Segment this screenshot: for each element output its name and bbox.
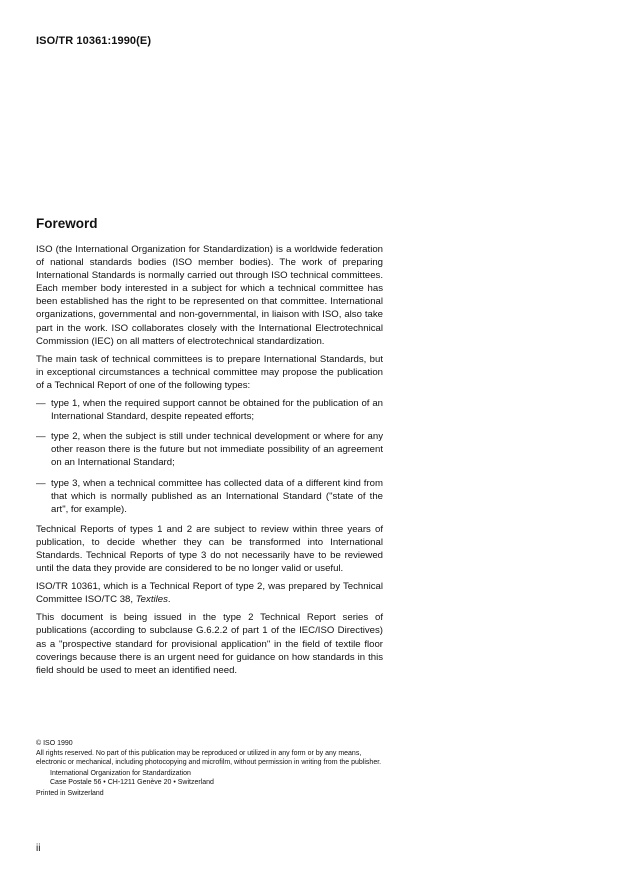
list-item xyxy=(36,430,383,469)
list-item xyxy=(36,397,383,423)
organization-name: International Organization for Standardization xyxy=(50,769,191,777)
list-item-text: type 3, when a technical committee has collected data of a different kind from that which is normally published as an International Standard ("state of the art", for example). xyxy=(51,477,383,515)
document-identifier: ISO/TR 10361:1990(E) xyxy=(36,35,152,47)
organization-address: Case Postale 56 • CH-1211 Genève 20 • Switzerland xyxy=(50,779,214,787)
list-item-text: type 1, when the required support cannot be obtained for the publication of an International Standard, despite repeated efforts; xyxy=(51,398,383,423)
report-types-list xyxy=(36,397,383,516)
list-item-text: type 2, when the subject is still under technical development or where for any other reason there is the future but not immediate possibility of an agreement on an International Standard; xyxy=(51,431,383,469)
copyright-line: © ISO 1990 xyxy=(36,740,73,747)
page-number: ii xyxy=(36,843,41,854)
foreword-body xyxy=(36,243,383,682)
dash-bullet: — xyxy=(36,431,46,443)
rights-statement: All rights reserved. No part of this publication may be reproduced or utilized in any form or by any means, electronic or mechanical, including photocopying and microfilm, without permission in writing from the publisher. xyxy=(36,749,382,767)
dash-bullet: — xyxy=(36,398,46,410)
foreword-paragraph-2: The main task of technical committees is to prepare International Standards, but in exceptional circumstances a technical committee may propose the publication of a Technical Report of one of the following types: xyxy=(36,353,383,391)
foreword-heading: Foreword xyxy=(36,216,98,231)
paragraph-4-end: . xyxy=(167,594,171,606)
printed-in: Printed in Switzerland xyxy=(36,789,104,797)
committee-title: Textiles xyxy=(135,594,168,606)
list-item xyxy=(36,477,383,516)
foreword-paragraph-1: ISO (the International Organization for Standardization) is a worldwide federation of national standards bodies (ISO member bodies). The work of preparing International Standards is normally carried out through ISO technical committees. Each member body interested in a subject for which a technical committee has been established has the right to be represented on that committee. International organizations, governmental and non-governmental, in liaison with ISO, also take part in the work. ISO collaborates closely with the International Electrotechnical Commission (IEC) on all matters of electrotechnical standardization. xyxy=(36,244,383,347)
legal-notice xyxy=(36,739,386,799)
dash-bullet: — xyxy=(36,477,46,489)
foreword-paragraph-4 xyxy=(36,580,383,606)
paragraph-4-text: ISO/TR 10361, which is a Technical Report of type 2, was prepared by Technical Committee ISO/TC 38, xyxy=(36,581,383,606)
foreword-paragraph-5: This document is being issued in the type 2 Technical Report series of publications (according to subclause G.6.2.2 of part 1 of the IEC/ISO Directives) as a "prospective standard for provisional application" in the field of textile floor coverings because there is an urgent need for guidance on how standards in this field should be used to meet an identified need. xyxy=(36,612,383,676)
foreword-paragraph-3: Technical Reports of types 1 and 2 are subject to review within three years of publication, to decide whether they can be transformed into International Standards. Technical Reports of type 3 do not necessarily have to be reviewed until the data they provide are considered to be no longer valid or useful. xyxy=(36,523,383,575)
